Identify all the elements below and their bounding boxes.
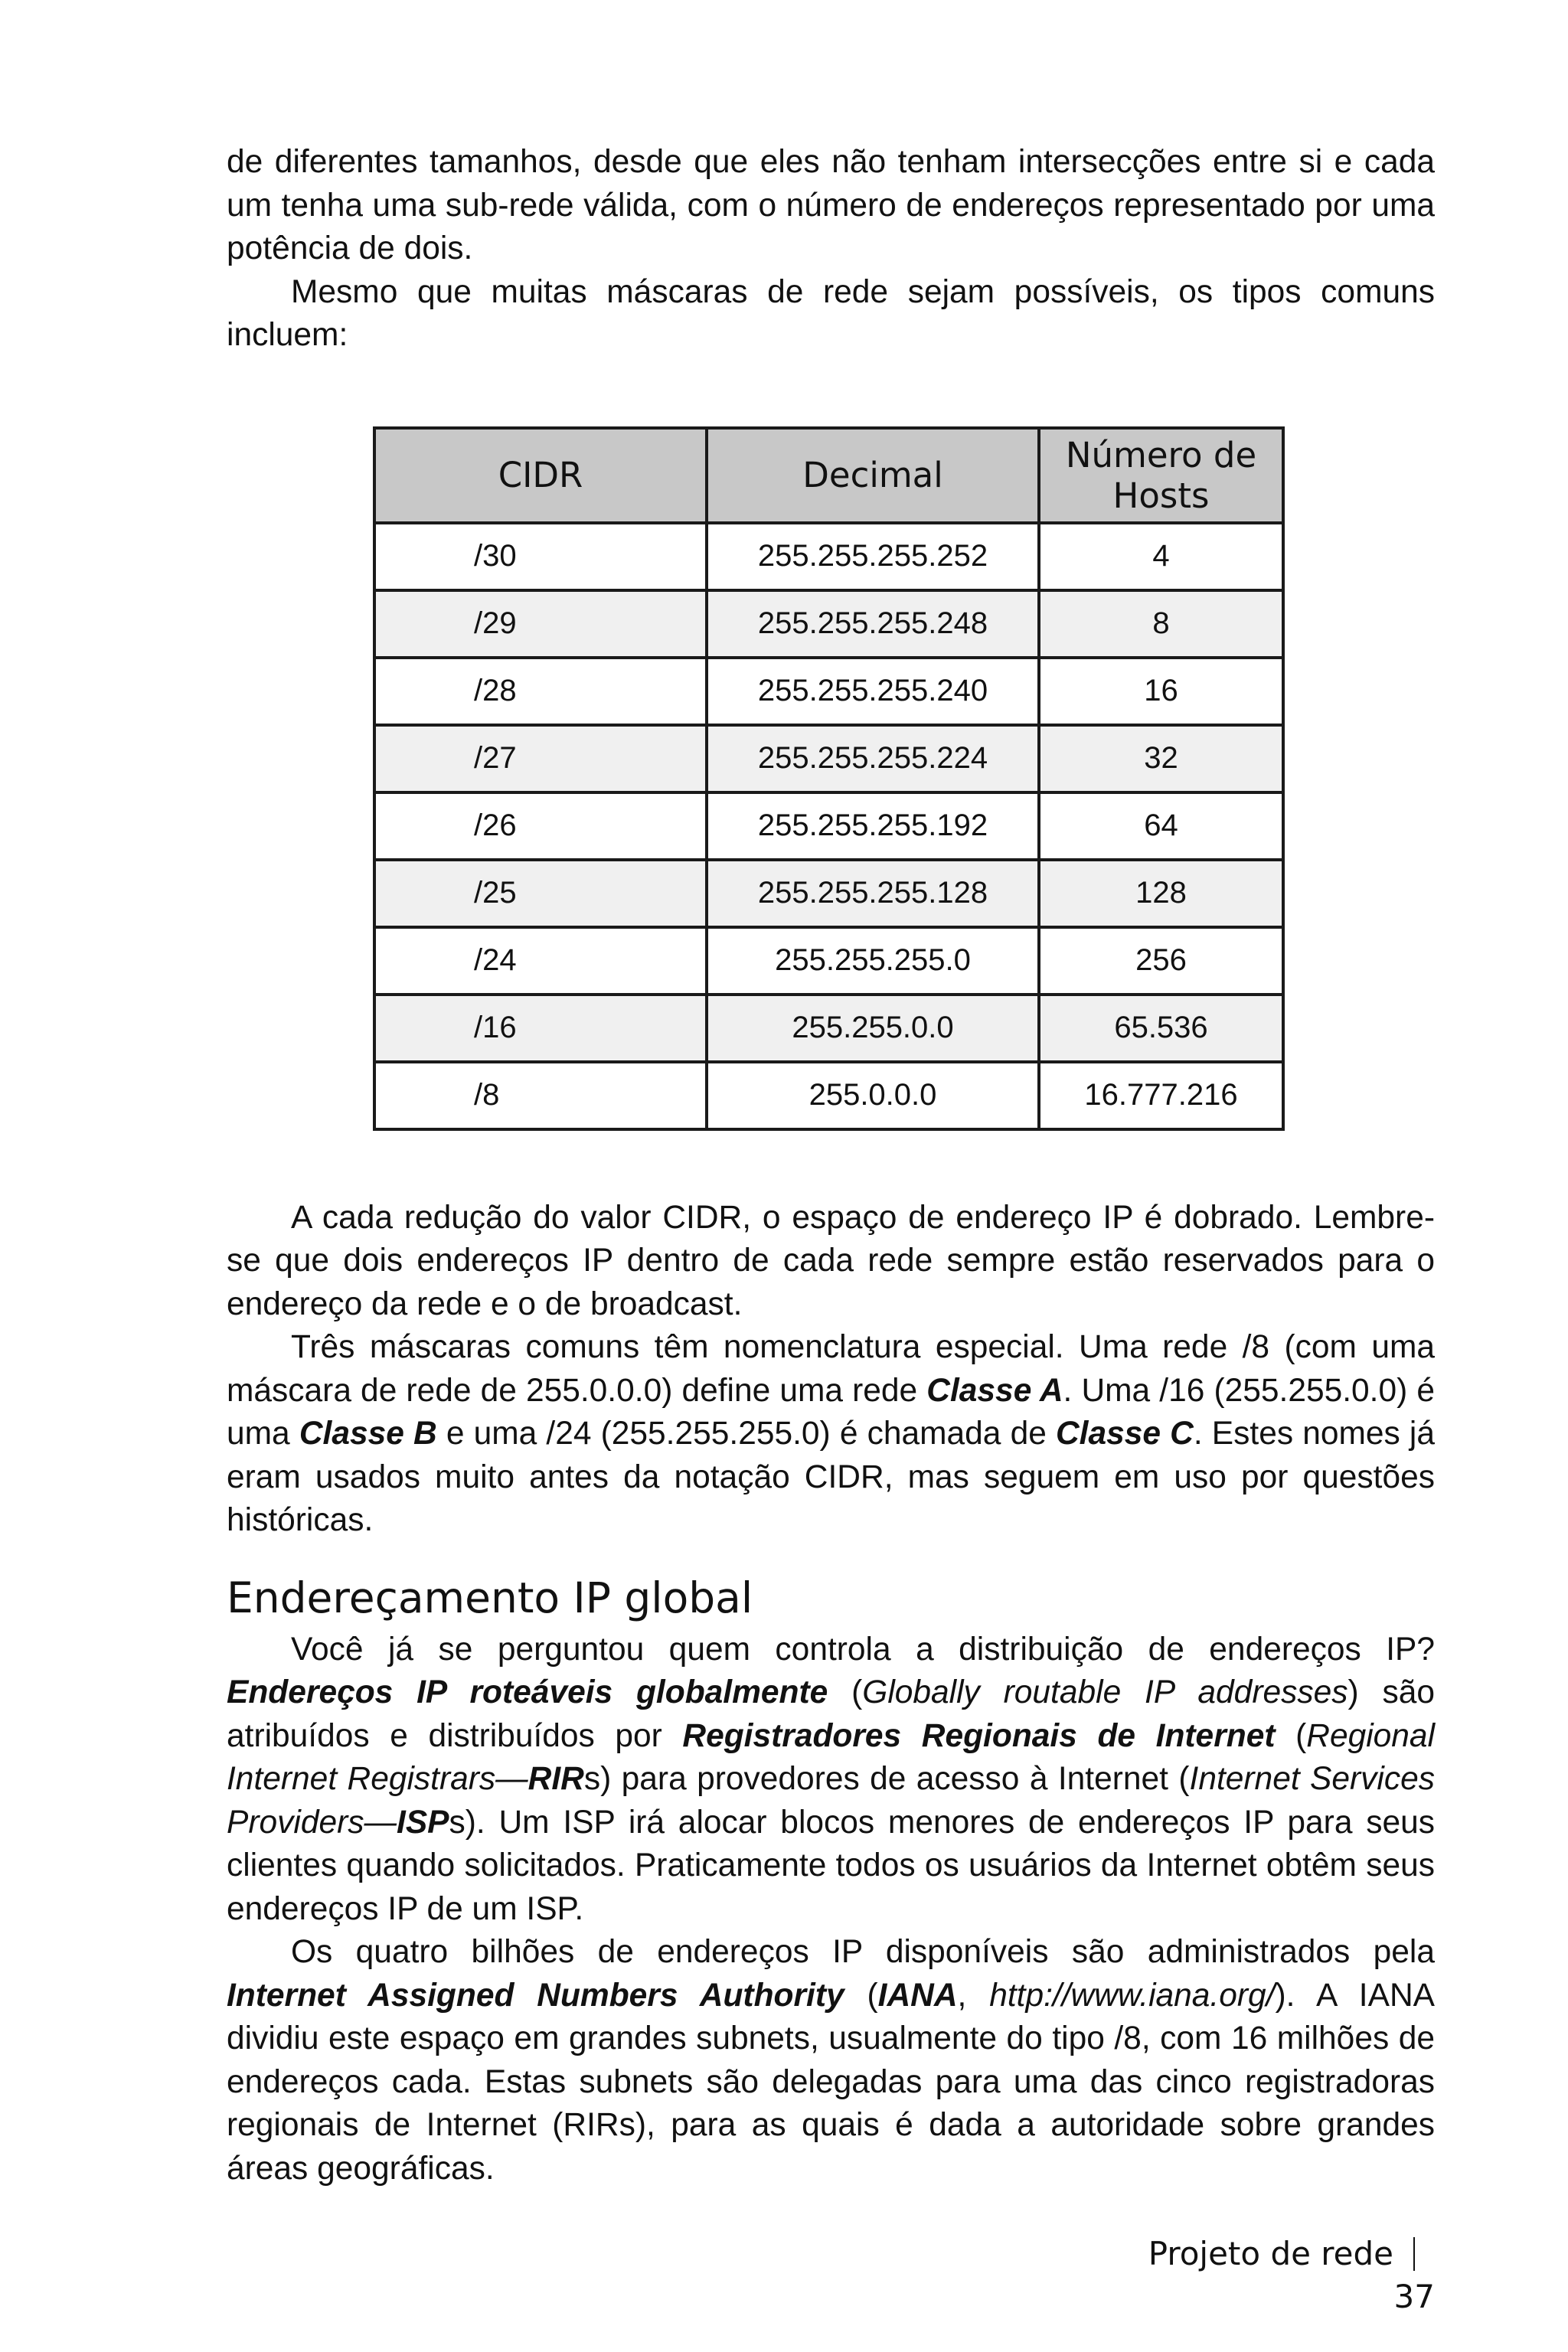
- table-row: [374, 590, 1283, 658]
- table-row: [374, 927, 1283, 995]
- cell-decimal: 255.255.255.252: [707, 523, 1039, 590]
- header-decimal: Decimal: [707, 428, 1039, 523]
- table-row: [374, 792, 1283, 860]
- text-run: ) são atribuídos e distribuídos por: [227, 1674, 1435, 1754]
- cell-decimal: 255.255.255.224: [707, 725, 1039, 792]
- cell-hosts: 64: [1039, 792, 1283, 860]
- paragraph-intro: de diferentes tamanhos, desde que eles não tenham intersecções entre si e cada um tenha uma sub-rede válida, com o número de endereços representado por uma potência de dois.: [227, 144, 1435, 266]
- table-row: [374, 1062, 1283, 1129]
- cell-decimal: 255.255.255.240: [707, 658, 1039, 725]
- footer-separator: [1413, 2237, 1415, 2271]
- term-classe-b: Classe B: [299, 1416, 437, 1452]
- paragraph-iana: [227, 1931, 1435, 2190]
- text-run: Três máscaras comuns têm nomenclatura especial. Uma rede /8 (com uma máscara de rede de 255.0.0.0) define uma rede: [227, 1329, 1435, 1409]
- text-run: Os quatro bilhões de endereços IP disponíveis são administrados pela: [291, 1934, 1435, 1970]
- cell-decimal: 255.255.0.0: [707, 995, 1039, 1062]
- term-regional-registrars: Registradores Regionais de Internet: [682, 1717, 1276, 1754]
- text-run: ). A IANA dividiu este espaço em grandes subnets, usualmente do tipo /8, com 16 milhões de endereços cada. Estas subnets são delegadas para uma das cinco registradoras regionais de Internet (RIRs), para as quais é dada a autoridade sobre grandes áreas geográficas.: [227, 1977, 1435, 2187]
- cell-hosts: 128: [1039, 860, 1283, 927]
- cidr-table: [373, 426, 1285, 1131]
- table-header-row: [374, 428, 1283, 523]
- cidr-table-container: [373, 426, 1285, 1131]
- cell-cidr: /8: [374, 1062, 707, 1129]
- cell-cidr: /27: [374, 725, 707, 792]
- cell-cidr: /24: [374, 927, 707, 995]
- text-run: (: [828, 1674, 863, 1710]
- cell-hosts: 4: [1039, 523, 1283, 590]
- text-run: ,: [957, 1977, 990, 2014]
- term-isp: ISP: [397, 1804, 449, 1841]
- text-run: (: [844, 1977, 878, 2014]
- iana-url: http://www.iana.org/: [989, 1977, 1276, 2014]
- term-routable-addresses: Endereços IP roteáveis globalmente: [227, 1674, 828, 1710]
- cell-hosts: 16.777.216: [1039, 1062, 1283, 1129]
- text-run: s) para provedores de acesso à Internet (: [583, 1761, 1190, 1797]
- table-row: [374, 523, 1283, 590]
- header-hosts: Número de Hosts: [1039, 428, 1283, 523]
- cell-cidr: /25: [374, 860, 707, 927]
- cell-cidr: /30: [374, 523, 707, 590]
- term-classe-c: Classe C: [1055, 1416, 1194, 1452]
- cell-hosts: 256: [1039, 927, 1283, 995]
- paragraph-global-addressing: [227, 1628, 1435, 1932]
- term-iana-full: Internet Assigned Numbers Authority: [227, 1977, 844, 2014]
- cell-hosts: 8: [1039, 590, 1283, 658]
- cell-cidr: /29: [374, 590, 707, 658]
- header-cidr: CIDR: [374, 428, 707, 523]
- cell-decimal: 255.255.255.0: [707, 927, 1039, 995]
- term-rir: RIR: [528, 1761, 584, 1797]
- text-run: . Uma /16 (255.255.0.0) é uma: [227, 1372, 1436, 1452]
- page-content: [227, 141, 1435, 2190]
- text-run: Você já se perguntou quem controla a distribuição de endereços IP?: [291, 1631, 1435, 1668]
- paragraph-class-names: [227, 1326, 1435, 1543]
- term-english-routable: Globally routable IP addresses: [862, 1674, 1348, 1710]
- table-row: [374, 995, 1283, 1062]
- cell-hosts: 32: [1039, 725, 1283, 792]
- cell-hosts: 65.536: [1039, 995, 1283, 1062]
- term-classe-a: Classe A: [926, 1372, 1063, 1409]
- cell-decimal: 255.0.0.0: [707, 1062, 1039, 1129]
- text-run: s). Um ISP irá alocar blocos menores de endereços IP para seus clientes quando solicitados. Praticamente todos os usuários da Internet obtêm seus endereços IP de um ISP.: [227, 1804, 1435, 1927]
- page-footer: [1110, 2233, 1435, 2318]
- cell-hosts: 16: [1039, 658, 1283, 725]
- term-english-isp: Internet Services Providers—: [227, 1761, 1435, 1841]
- table-row: [374, 658, 1283, 725]
- text-run: . Estes nomes já eram usados muito antes da notação CIDR, mas seguem em uso por questões históricas.: [227, 1416, 1435, 1538]
- section-heading: Endereçamento IP global: [227, 1573, 753, 1622]
- cell-cidr: /26: [374, 792, 707, 860]
- footer-page-number: 37: [1393, 2278, 1435, 2315]
- cell-cidr: /28: [374, 658, 707, 725]
- text-run: (: [1275, 1717, 1307, 1754]
- cell-cidr: /16: [374, 995, 707, 1062]
- post-table-text: [227, 1197, 1435, 2191]
- table-row: [374, 860, 1283, 927]
- footer-chapter-title: Projeto de rede: [1148, 2235, 1393, 2272]
- text-run: e uma /24 (255.255.255.0) é chamada de: [436, 1416, 1056, 1452]
- paragraph-cidr-doubling: A cada redução do valor CIDR, o espaço de endereço IP é dobrado. Lembre-se que dois endereços IP dentro de cada rede sempre estão reservados para o endereço da rede e o de broadcast.: [227, 1199, 1435, 1322]
- table-row: [374, 725, 1283, 792]
- cell-decimal: 255.255.255.192: [707, 792, 1039, 860]
- term-iana: IANA: [877, 1977, 958, 2014]
- term-english-rir: Regional Internet Registrars—: [227, 1717, 1436, 1797]
- cell-decimal: 255.255.255.248: [707, 590, 1039, 658]
- paragraph-common-masks: Mesmo que muitas máscaras de rede sejam possíveis, os tipos comuns incluem:: [227, 273, 1435, 353]
- cell-decimal: 255.255.255.128: [707, 860, 1039, 927]
